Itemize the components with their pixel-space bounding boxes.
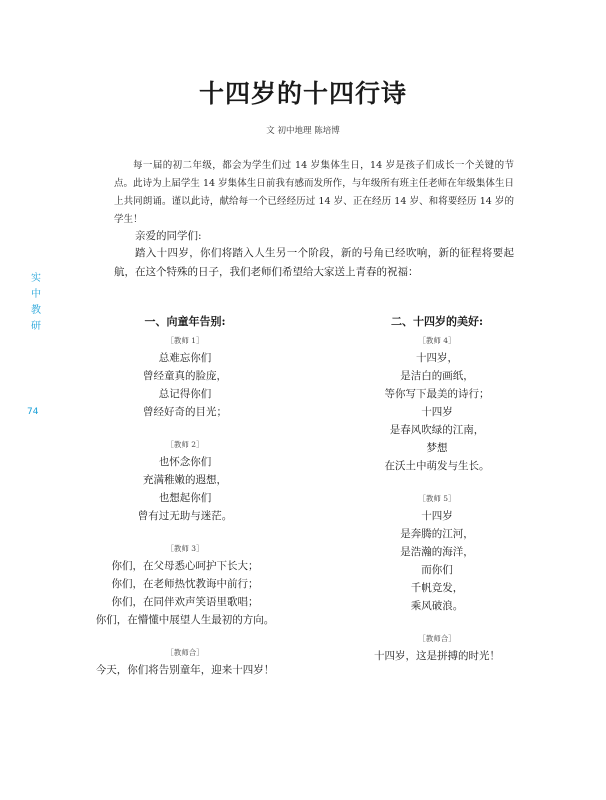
teacher-label: ［教师 5］ [418,494,456,503]
verse-line: 你们，在同伴欢声笑语里歌唱； [111,596,259,608]
verse-line: 梦想 [426,442,448,454]
verse-line: 而你们 [421,564,453,576]
verse-block [90,437,280,525]
verse-line: 千帆竞发， [410,582,464,594]
verse-line: 乘风破浪。 [410,600,464,612]
author-byline: 文 初中地理 陈培博 [266,126,340,136]
verse-line: 你们，在老师热忱教诲中前行； [111,578,259,590]
intro-paragraph: 每一届的初二年级，都会为学生们过 14 岁集体生日，14 岁是孩子们成长一个关键的节点。此诗为上届学生 14 岁集体生日前我有感而发所作，与年级所有班主任老师在年级集体生日上共同朗诵。谨以此诗，献给每一个已经经历过 14 岁、正在经历 14 岁、和将要经历 14 岁的学生！ [114,160,514,225]
side-label-char: 中 [31,289,41,300]
verse-line: 总难忘你们 [158,352,212,364]
verse-line: 是洁白的画纸， [400,370,474,382]
verse-line: 今天，你们将告别童年，迎来十四岁！ [95,664,275,676]
teacher-label: ［教师 4］ [418,336,456,345]
verse-line: 在沃土中萌发与生长。 [384,460,490,472]
verse-line: 是浩瀚的海洋， [400,546,474,558]
section-heading: 一、向童年告别: [144,315,226,328]
article-title: 十四岁的十四行诗 [198,79,407,108]
verse-line: 十四岁 [421,510,453,522]
verse-line: 你们，在懵懂中展望人生最初的方向。 [95,614,275,626]
verse-block [342,631,532,665]
greeting-line: 亲爱的同学们: [135,230,202,242]
right-poem-column [342,313,532,665]
teacher-label: ［教师 1］ [166,336,204,345]
opening-paragraph: 踏入十四岁，你们将踏入人生另一个阶段，新的号角已经吹响，新的征程将要起航，在这个特殊的日子，我们老师们希望给大家送上青春的祝福： [114,247,514,278]
verse-block [90,645,280,679]
teacher-label: ［教师 2］ [166,440,204,449]
verse-line: 十四岁， [416,352,458,364]
teacher-label: ［教师 3］ [166,544,204,553]
verse-line: 总记得你们 [158,388,212,400]
section-heading: 二、十四岁的美好: [390,315,484,328]
verse-block [90,541,280,629]
side-label-char: 教 [31,305,41,316]
side-label-char: 实 [31,273,41,284]
verse-block [90,333,280,421]
side-section-label [30,271,42,335]
verse-line: 是春风吹绿的江南， [389,424,485,436]
verse-line: 曾经好奇的目光； [143,406,227,418]
side-label-char: 研 [31,321,41,332]
verse-block [342,491,532,615]
verse-line: 也想起你们 [158,492,212,504]
verse-block [342,333,532,475]
verse-line: 十四岁，这是拼搏的时光！ [374,650,500,662]
teacher-label: ［教师合］ [418,634,456,643]
verse-line: 充满稚嫩的遐想， [143,474,227,486]
verse-line: 等你写下最美的诗行； [384,388,490,400]
teacher-label: ［教师合］ [166,648,204,657]
verse-line: 曾经童真的脸庞， [143,370,227,382]
verse-line: 也怀念你们 [158,456,212,468]
verse-line: 十四岁 [421,406,453,418]
verse-line: 曾有过无助与迷茫。 [137,510,233,522]
left-poem-column [90,313,280,679]
verse-line: 你们，在父母悉心呵护下长大； [111,560,259,572]
page-number: 74 [27,407,39,417]
verse-line: 是奔腾的江河， [400,528,474,540]
